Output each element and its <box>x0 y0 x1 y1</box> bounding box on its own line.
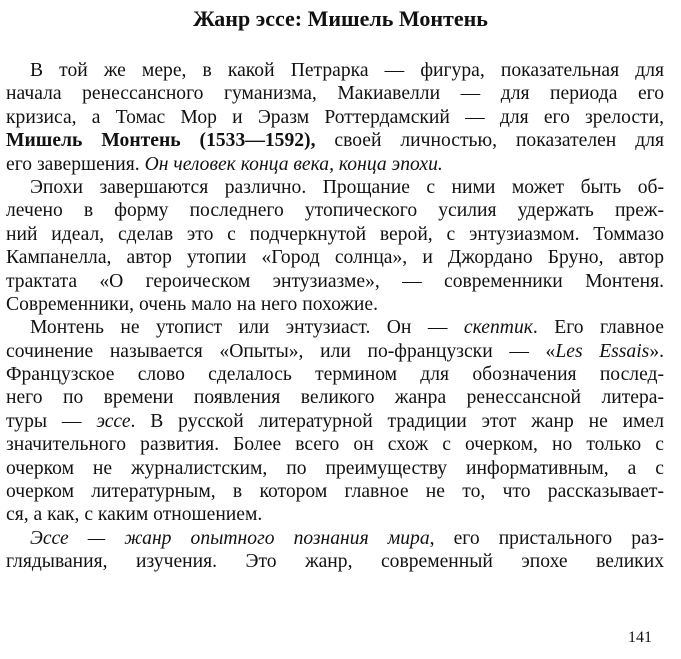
text-line <box>6 527 664 550</box>
text-run: В той же мере, в какой Петрарка — фигура, показательная для <box>30 60 664 81</box>
text-line <box>6 503 664 526</box>
text-run: ний идеал, сделав это с подчеркнутой верой, с энтузиазмом. Томмазо <box>6 223 664 245</box>
text-line <box>6 340 664 363</box>
text-run: очерком литературным, в котором главное не то, что рассказывает- <box>6 481 664 503</box>
paragraph <box>6 527 664 574</box>
text-run: , его пристального раз- <box>429 527 664 549</box>
text-run: сочинение называется «Опыты», или по-французски — « <box>6 340 556 362</box>
text-run: значительного развития. Более всего он схож с очерком, но только с <box>6 434 664 456</box>
text-line <box>6 199 664 222</box>
text-line <box>6 270 664 293</box>
text-run: глядывания, изучения. Это жанр, современный эпохе великих <box>6 551 664 573</box>
text-line <box>6 82 664 105</box>
text-run: кризиса, а Томас Мор и Эразм Роттердамский — для его зрелости, <box>6 106 664 128</box>
paragraph <box>6 176 664 316</box>
page-number: 141 <box>628 629 652 646</box>
text-run: Монтень не утопист или энтузиаст. Он — <box>30 317 464 339</box>
text-line <box>6 316 664 339</box>
text-line <box>6 457 664 480</box>
text-run: . В русской литературной традиции этот жанр не имел <box>130 410 664 432</box>
text-run: очерком не журналистским, по преимуществу информативным, а с <box>6 457 664 479</box>
text-line <box>6 410 664 433</box>
text-run: своей личностью, показателен для <box>315 130 664 152</box>
bold-text-run: Мишель Монтень (1533—1592), <box>6 130 316 152</box>
text-run: трактата «О героическом энтузиазме», — современники Монтеня. <box>6 270 664 292</box>
italic-text-run: Он человек конца века, конца эпохи. <box>144 153 443 175</box>
text-line <box>6 363 664 386</box>
text-line <box>6 59 664 82</box>
text-line <box>6 176 664 199</box>
paragraph <box>6 316 664 527</box>
text-line <box>6 153 664 176</box>
text-run: Эпохи завершаются различно. Прощание с ними может быть об- <box>30 176 664 198</box>
italic-text-run: скептик <box>463 317 533 339</box>
text-line <box>6 106 664 129</box>
text-line <box>6 433 664 456</box>
text-line <box>6 223 664 246</box>
text-line <box>6 480 664 503</box>
text-run: Французское слово сделалось термином для обозначения послед- <box>6 364 664 386</box>
text-line <box>6 550 664 573</box>
text-run: него по времени появления великого жанра ренессансной литера- <box>6 387 664 409</box>
italic-text-run: эссе <box>96 410 131 432</box>
text-line <box>6 129 664 152</box>
text-run: лечено в форму последнего утопического усилия удержать преж- <box>6 200 664 222</box>
page-body <box>6 59 664 574</box>
text-run: туры — <box>6 410 97 432</box>
text-run: ся, а как, с каким отношением. <box>6 504 263 526</box>
text-run: его завершения. <box>6 153 145 175</box>
text-run: ». <box>649 340 665 362</box>
page-title: Жанр эссе: Мишель Монтень <box>193 6 488 31</box>
text-line <box>6 246 664 269</box>
italic-text-run: Эссе — жанр опытного познания мира <box>30 527 430 549</box>
italic-text-run: Les Essais <box>555 340 650 362</box>
text-line <box>6 386 664 409</box>
text-run: Современники, очень мало на него похожие. <box>6 293 379 315</box>
paragraph <box>6 59 664 176</box>
text-line <box>6 293 664 316</box>
text-run: начала ренессансного гуманизма, Макиавелли — для периода его <box>6 83 664 105</box>
text-run: Кампанелла, автор утопии «Город солнца», и Джордано Бруно, автор <box>6 247 664 269</box>
text-run: . Его главное <box>532 317 664 339</box>
